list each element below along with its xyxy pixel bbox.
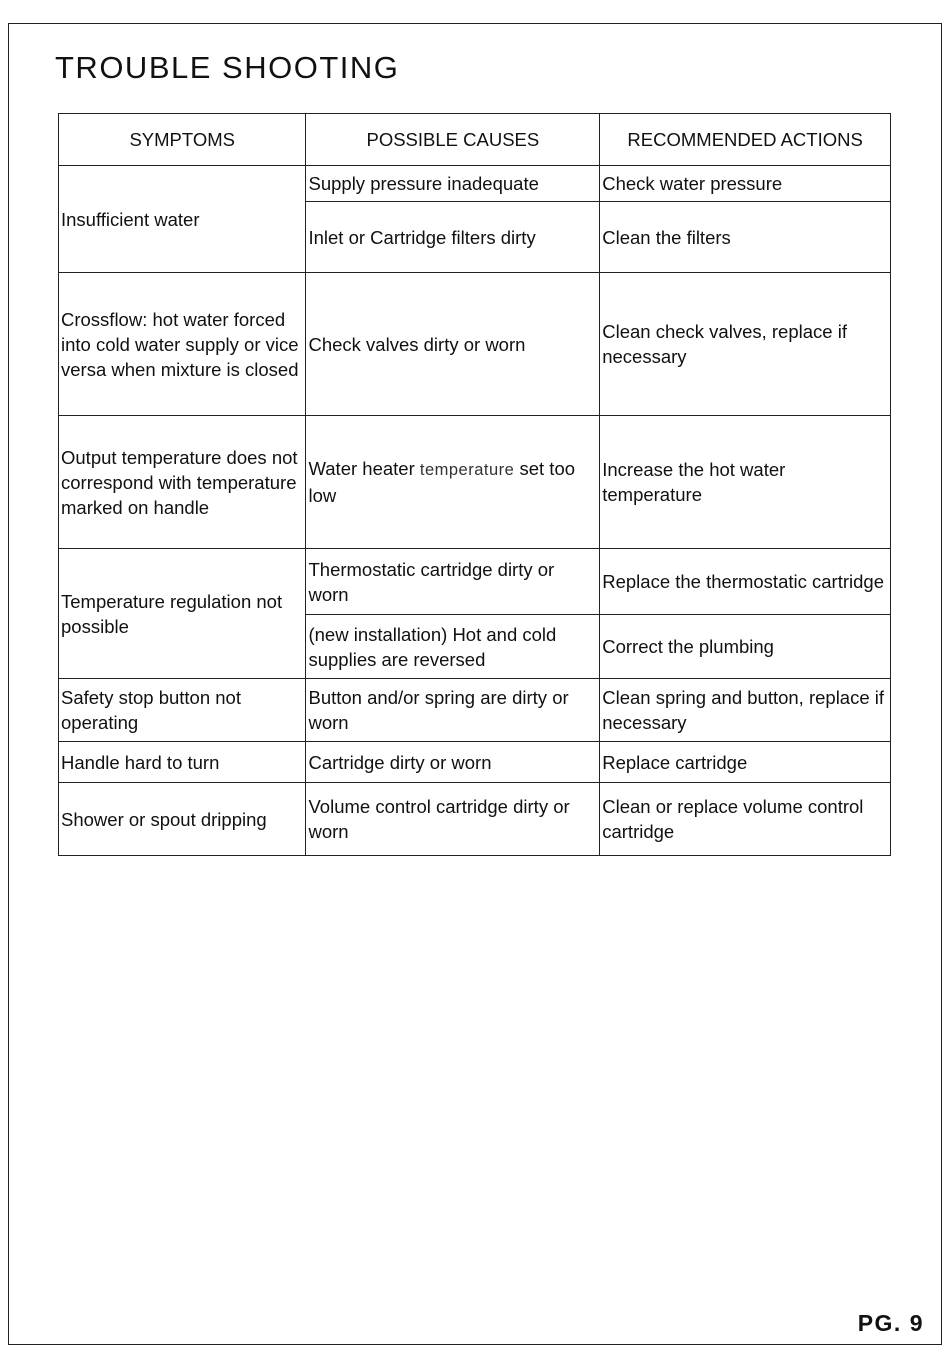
troubleshooting-table [58, 113, 891, 856]
table-row [59, 742, 891, 783]
cause-cell: Volume control cartridge dirty or worn [306, 783, 600, 856]
page-number: PG. 9 [857, 1310, 924, 1336]
symptom-cell: Shower or spout dripping [59, 783, 306, 856]
cause-cell: Inlet or Cartridge filters dirty [306, 202, 600, 273]
action-cell: Check water pressure [600, 166, 891, 202]
symptom-cell: Output temperature does not correspond with temperature marked on handle [59, 416, 306, 549]
cause-cell [306, 416, 600, 549]
symptom-cell: Safety stop button not operating [59, 679, 306, 742]
symptom-cell: Crossflow: hot water forced into cold water supply or vice versa when mixture is closed [59, 273, 306, 416]
action-cell: Clean check valves, replace if necessary [600, 273, 891, 416]
cause-text-end: set too low [308, 458, 576, 506]
table-row [59, 549, 891, 615]
table-row [59, 679, 891, 742]
symptom-cell: Handle hard to turn [59, 742, 306, 783]
cause-cell: Thermostatic cartridge dirty or worn [306, 549, 600, 615]
action-cell: Replace the thermostatic cartridge [600, 549, 891, 615]
cause-text-start: Water heater [308, 458, 415, 479]
cause-cell: Check valves dirty or worn [306, 273, 600, 416]
header-possible-causes: POSSIBLE CAUSES [306, 114, 600, 166]
table-row [59, 783, 891, 856]
symptom-cell: Insufficient water [59, 166, 306, 273]
action-cell: Clean or replace volume control cartridge [600, 783, 891, 856]
table-header-row [59, 114, 891, 166]
cause-cell: Cartridge dirty or worn [306, 742, 600, 783]
header-recommended-actions: RECOMMENDED ACTIONS [600, 114, 891, 166]
action-cell: Replace cartridge [600, 742, 891, 783]
page-title: TROUBLE SHOOTING [55, 50, 400, 85]
symptom-cell: Temperature regulation not possible [59, 549, 306, 679]
table-row [59, 273, 891, 416]
table-row [59, 166, 891, 202]
cause-text-temperature: temperature [419, 461, 515, 479]
action-cell: Clean the filters [600, 202, 891, 273]
table-row [59, 416, 891, 549]
action-cell: Correct the plumbing [600, 615, 891, 679]
action-cell: Increase the hot water temperature [600, 416, 891, 549]
cause-cell: Supply pressure inadequate [306, 166, 600, 202]
action-cell: Clean spring and button, replace if necessary [600, 679, 891, 742]
header-symptoms: SYMPTOMS [59, 114, 306, 166]
cause-cell: (new installation) Hot and cold supplies are reversed [306, 615, 600, 679]
cause-cell: Button and/or spring are dirty or worn [306, 679, 600, 742]
